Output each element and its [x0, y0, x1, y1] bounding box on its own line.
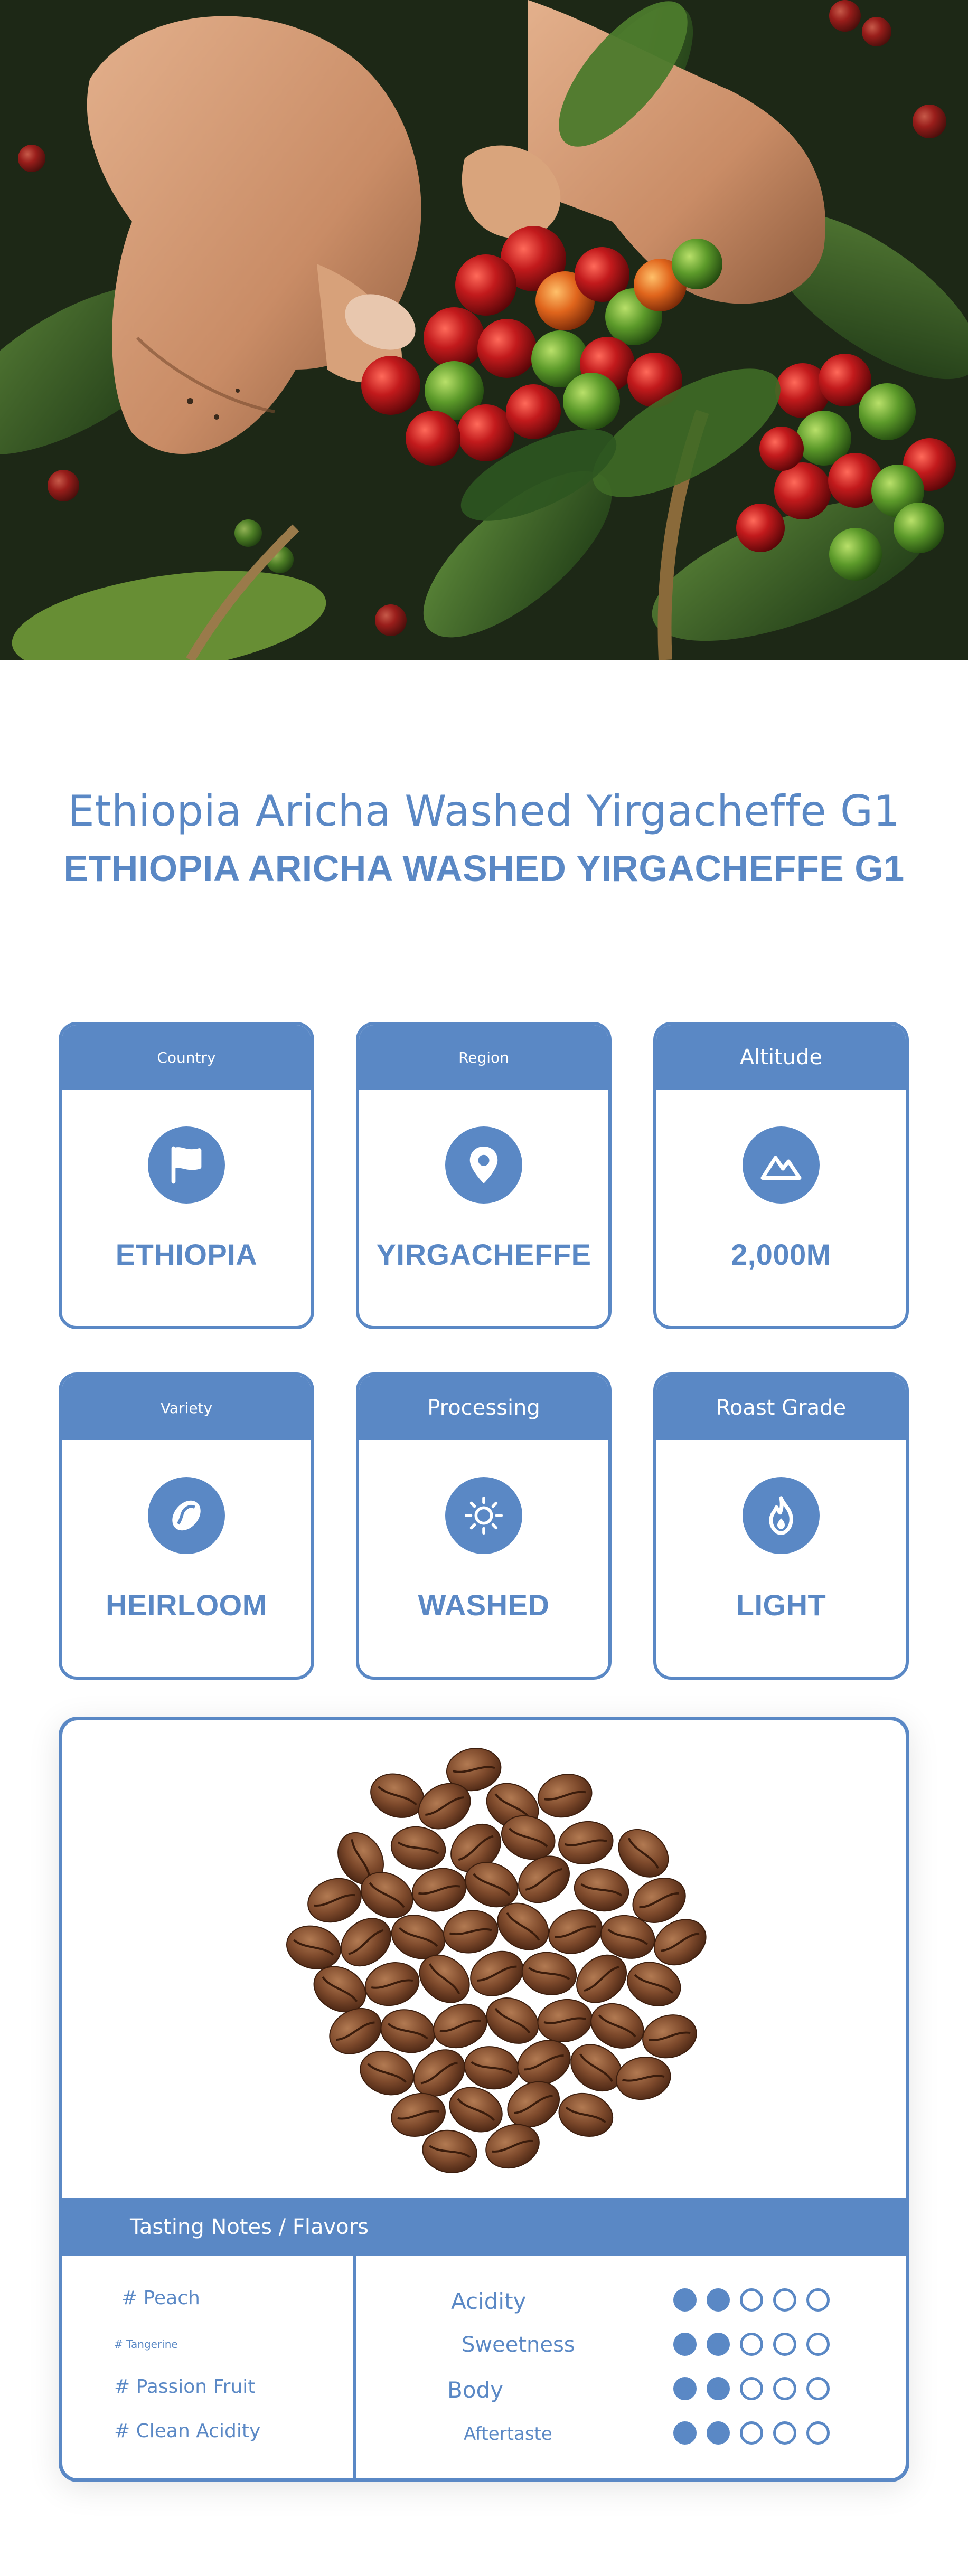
flavor-note-peach: # Peach — [121, 2287, 200, 2309]
flag-icon — [148, 1126, 225, 1204]
mountain-icon — [743, 1126, 820, 1204]
rating-dot-empty — [806, 2377, 830, 2400]
map-pin-icon — [445, 1126, 522, 1204]
attribute-value: HEIRLOOM — [106, 1588, 267, 1622]
attribute-label: Region — [359, 1025, 608, 1090]
tasting-notes-heading: Tasting Notes / Flavors — [62, 2198, 906, 2256]
attribute-card-country — [59, 1022, 314, 1329]
rating-dots-acidity — [673, 2288, 830, 2312]
rating-dot-filled — [673, 2377, 697, 2400]
attribute-value: YIRGACHEFFE — [376, 1238, 591, 1271]
coffee-beans-photo — [62, 1720, 906, 2198]
product-title: Ethiopia Aricha Washed Yirgacheffe G1 — [68, 787, 900, 836]
column-divider — [353, 2256, 356, 2482]
rating-dot-filled — [673, 2421, 697, 2445]
coffee-bean-icon — [148, 1477, 225, 1554]
rating-dot-empty — [806, 2288, 830, 2312]
attribute-card-altitude — [653, 1022, 909, 1329]
rating-dot-filled — [707, 2333, 730, 2356]
product-subtitle: ETHIOPIA ARICHA WASHED YIRGACHEFFE G1 — [63, 848, 905, 889]
tasting-panel — [59, 1717, 909, 2482]
attribute-card-variety — [59, 1372, 314, 1680]
attribute-card-processing — [356, 1372, 612, 1680]
rating-label-aftertaste: Aftertaste — [464, 2423, 552, 2445]
attribute-value: ETHIOPIA — [115, 1238, 258, 1271]
attribute-label: Country — [62, 1025, 311, 1090]
attribute-value: 2,000M — [731, 1238, 831, 1271]
flavor-note-clean-acidity: # Clean Acidity — [114, 2420, 261, 2442]
rating-dot-empty — [806, 2421, 830, 2445]
rating-dot-filled — [673, 2333, 697, 2356]
flavor-note-tangerine: # Tangerine — [114, 2338, 178, 2351]
rating-dot-filled — [707, 2288, 730, 2312]
rating-dot-empty — [773, 2421, 796, 2445]
attribute-card-region — [356, 1022, 612, 1329]
rating-dots-body — [673, 2377, 830, 2400]
rating-label-sweetness: Sweetness — [462, 2333, 575, 2357]
rating-dot-empty — [773, 2288, 796, 2312]
attribute-label: Altitude — [656, 1025, 906, 1090]
rating-dot-empty — [740, 2421, 763, 2445]
attribute-label: Variety — [62, 1376, 311, 1440]
rating-dot-empty — [740, 2377, 763, 2400]
attribute-label: Roast Grade — [656, 1376, 906, 1440]
flavor-note-passion-fruit: # Passion Fruit — [114, 2376, 256, 2398]
rating-dot-empty — [773, 2333, 796, 2356]
coffee-cherries-photo — [0, 0, 968, 660]
rating-dot-empty — [740, 2288, 763, 2312]
hero-photo — [0, 0, 968, 660]
rating-dot-empty — [740, 2333, 763, 2356]
attribute-card-roast-grade — [653, 1372, 909, 1680]
attribute-value: WASHED — [418, 1588, 550, 1622]
rating-label-acidity: Acidity — [451, 2288, 527, 2314]
flame-icon — [743, 1477, 820, 1554]
attribute-value: LIGHT — [736, 1588, 826, 1622]
rating-dots-aftertaste — [673, 2421, 830, 2445]
rating-dot-filled — [707, 2421, 730, 2445]
rating-label-body: Body — [447, 2377, 504, 2403]
rating-dot-empty — [773, 2377, 796, 2400]
rating-dot-empty — [806, 2333, 830, 2356]
sun-icon — [445, 1477, 522, 1554]
rating-dot-filled — [707, 2377, 730, 2400]
rating-dots-sweetness — [673, 2333, 830, 2356]
attribute-label: Processing — [359, 1376, 608, 1440]
rating-dot-filled — [673, 2288, 697, 2312]
